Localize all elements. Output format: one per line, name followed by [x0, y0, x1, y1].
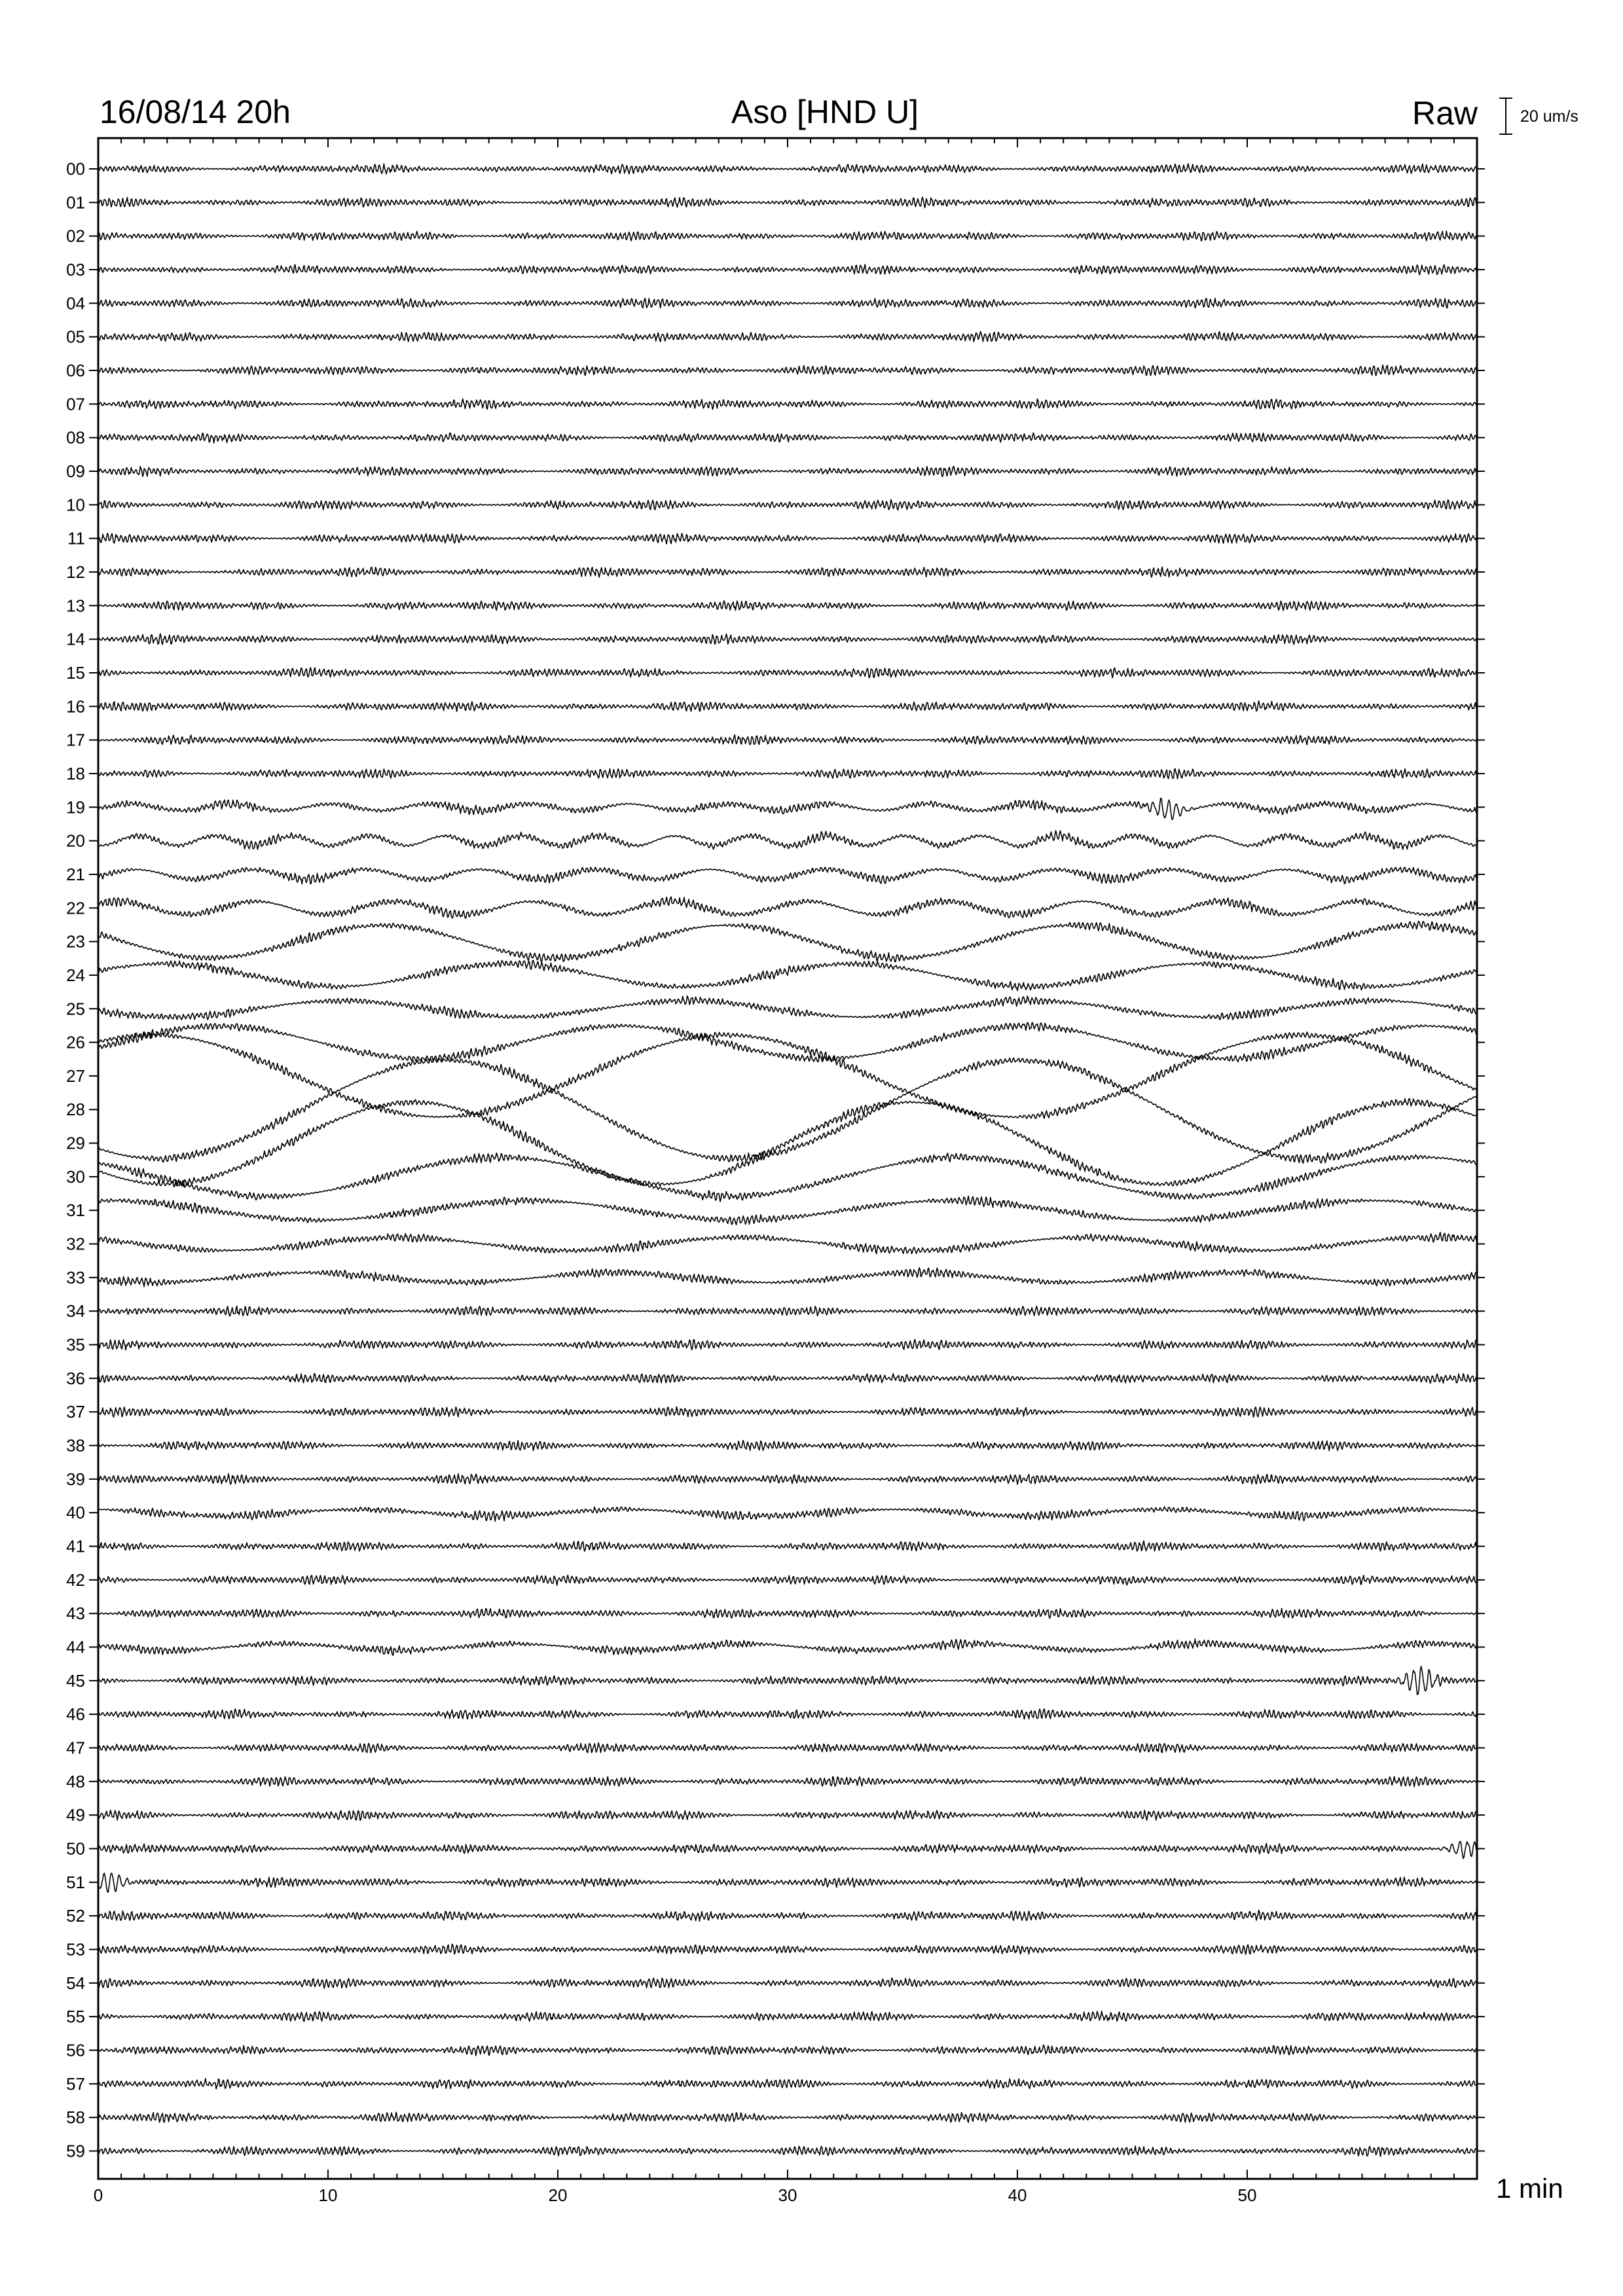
seismic-trace [98, 2079, 1477, 2089]
row-label: 12 [66, 562, 85, 582]
trace-row [66, 226, 1485, 246]
trace-row [66, 1503, 1485, 1522]
trace-row [66, 361, 1485, 380]
row-label: 25 [66, 999, 85, 1019]
x-tick-label: 40 [1008, 2185, 1027, 2205]
trace-row [66, 1738, 1485, 1758]
seismic-trace [98, 1058, 1477, 1163]
seismic-trace [98, 264, 1477, 275]
seismic-trace [98, 197, 1477, 207]
seismic-trace [98, 298, 1477, 308]
seismic-trace [98, 399, 1477, 410]
seismic-trace [98, 1373, 1477, 1383]
seismic-trace [98, 735, 1477, 745]
seismic-trace [98, 567, 1477, 577]
seismic-trace [98, 1810, 1477, 1820]
seismic-trace [98, 996, 1477, 1020]
trace-row [66, 663, 1485, 683]
seismic-trace [98, 961, 1477, 991]
row-label: 14 [66, 629, 85, 649]
seismic-trace [98, 1743, 1477, 1753]
x-tick-label: 10 [318, 2185, 338, 2205]
row-label: 46 [66, 1704, 85, 1725]
trace-row [66, 1906, 1485, 1926]
trace-row [66, 1704, 1485, 1724]
station-title: Aso [HND U] [731, 94, 919, 130]
seismic-trace [98, 164, 1477, 174]
row-label: 07 [66, 394, 85, 414]
seismic-trace [98, 1639, 1477, 1655]
trace-row [66, 1772, 1485, 1791]
row-label: 18 [66, 763, 85, 783]
seismic-trace [98, 701, 1477, 711]
row-label: 55 [66, 2007, 85, 2027]
trace-row [66, 1638, 1485, 1657]
trace-row [66, 327, 1485, 347]
row-label: 29 [66, 1133, 85, 1153]
seismic-trace [98, 601, 1477, 611]
x-axis [94, 2185, 1257, 2205]
trace-row [66, 797, 1485, 819]
row-label: 24 [66, 965, 85, 985]
seismic-trace [98, 1339, 1477, 1350]
trace-row [66, 630, 1485, 649]
row-label: 28 [66, 1100, 85, 1120]
seismic-trace [98, 1268, 1477, 1287]
trace-row [66, 996, 1485, 1020]
trace-row [66, 1805, 1485, 1825]
trace-row [66, 159, 1485, 179]
row-label: 11 [67, 528, 85, 548]
row-label: 22 [66, 898, 85, 918]
seismic-trace [98, 1666, 1477, 1695]
row-label: 16 [66, 696, 85, 717]
seismic-trace [98, 1099, 1477, 1187]
seismic-trace [98, 1306, 1477, 1316]
trace-row [66, 1232, 1485, 1254]
trace-row [66, 1099, 1485, 1187]
row-label: 05 [66, 327, 85, 347]
trace-row [66, 730, 1485, 750]
trace-row [66, 260, 1485, 279]
trace-row [66, 1939, 1485, 1959]
row-label: 51 [66, 1872, 85, 1892]
seismic-trace [98, 365, 1477, 376]
seismic-trace [98, 1032, 1477, 1119]
seismic-trace [98, 1776, 1477, 1787]
row-label: 08 [66, 427, 85, 448]
trace-row [66, 1196, 1485, 1225]
seismic-trace [98, 2146, 1477, 2157]
seismic-trace [98, 1441, 1477, 1451]
row-label: 52 [66, 1906, 85, 1926]
seismic-trace [98, 1575, 1477, 1586]
trace-row [66, 1335, 1485, 1355]
row-label: 47 [66, 1738, 85, 1758]
row-label: 59 [66, 2141, 85, 2161]
trace-row [66, 2040, 1485, 2060]
trace-row [66, 897, 1485, 918]
row-label: 20 [66, 831, 85, 851]
seismic-trace [98, 433, 1477, 443]
seismic-trace [98, 634, 1477, 644]
row-label: 13 [66, 596, 85, 616]
seismic-trace [98, 1873, 1477, 1892]
row-label: 49 [66, 1805, 85, 1825]
trace-row [66, 192, 1485, 212]
seismic-trace [98, 1841, 1477, 1858]
seismic-trace [98, 231, 1477, 241]
trace-row [66, 2007, 1485, 2026]
seismic-trace [98, 1022, 1477, 1062]
trace-row [66, 1570, 1485, 1590]
trace-row [66, 1301, 1485, 1321]
trace-row [66, 961, 1485, 991]
amplitude-scale-bar [1499, 98, 1578, 134]
seismic-trace [98, 798, 1477, 819]
seismic-trace [98, 1153, 1477, 1202]
seismic-trace [98, 1709, 1477, 1719]
x-tick-label: 0 [93, 2185, 103, 2205]
row-label: 38 [66, 1435, 85, 1456]
row-label: 39 [66, 1469, 85, 1489]
seismic-trace [98, 2045, 1477, 2055]
row-label: 53 [66, 1939, 85, 1960]
seismic-trace [98, 1910, 1477, 1922]
row-label: 50 [66, 1839, 85, 1859]
trace-row [66, 922, 1485, 963]
seismic-trace [98, 668, 1477, 678]
row-label: 41 [66, 1536, 85, 1556]
seismic-trace [98, 2112, 1477, 2123]
seismic-trace [98, 1232, 1477, 1254]
trace-row [66, 1369, 1485, 1388]
seismic-trace [98, 922, 1477, 963]
row-label: 10 [66, 495, 85, 515]
trace-row [66, 1604, 1485, 1623]
seismic-trace [98, 1474, 1477, 1484]
row-label: 35 [66, 1335, 85, 1355]
trace-row [66, 461, 1485, 481]
row-label: 58 [66, 2108, 85, 2128]
seismic-trace [98, 867, 1477, 884]
row-label: 48 [66, 1771, 85, 1791]
trace-row [66, 562, 1485, 582]
row-label: 57 [66, 2073, 85, 2094]
trace-row [66, 1268, 1485, 1287]
trace-row [67, 529, 1485, 548]
row-label: 03 [66, 259, 85, 279]
trace-row [66, 764, 1485, 783]
trace-row [66, 1469, 1485, 1489]
row-label: 37 [66, 1402, 85, 1422]
row-label: 44 [66, 1637, 85, 1657]
row-label: 31 [66, 1200, 85, 1221]
trace-row [66, 865, 1485, 884]
row-label: 17 [66, 730, 85, 750]
row-label: 06 [66, 360, 85, 380]
row-label: 04 [66, 293, 85, 314]
scale-bar-label: 20 um/s [1520, 107, 1578, 126]
seismic-trace [98, 1196, 1477, 1225]
trace-row [66, 1973, 1485, 1993]
row-label: 09 [66, 461, 85, 481]
row-label: 43 [66, 1604, 85, 1624]
trace-row [66, 1032, 1485, 1119]
seismic-trace [98, 831, 1477, 850]
trace-row [66, 1436, 1485, 1456]
x-tick-label: 50 [1237, 2185, 1257, 2205]
trace-row [66, 696, 1485, 716]
mode-label: Raw [1412, 95, 1478, 132]
row-label: 21 [66, 864, 85, 884]
trace-row [66, 495, 1485, 514]
row-label: 30 [66, 1166, 85, 1187]
row-label: 33 [66, 1267, 85, 1287]
seismic-trace [98, 1407, 1477, 1417]
trace-row [66, 831, 1485, 851]
datetime-label: 16/08/14 20h [100, 94, 291, 130]
trace-row [66, 596, 1485, 615]
seismic-trace [98, 331, 1477, 342]
seismic-trace [98, 533, 1477, 544]
trace-row [66, 1537, 1485, 1556]
row-label: 27 [66, 1066, 85, 1086]
trace-row [66, 394, 1485, 414]
row-label: 56 [66, 2040, 85, 2060]
minor-ticks [98, 138, 1477, 2179]
x-unit-label: 1 min [1496, 2173, 1563, 2204]
trace-row [66, 1873, 1485, 1892]
seismic-trace [98, 1944, 1477, 1954]
seismic-trace [98, 768, 1477, 779]
row-label: 00 [66, 159, 85, 179]
trace-row [66, 1839, 1485, 1859]
row-label: 02 [66, 226, 85, 246]
seismic-trace [98, 499, 1477, 510]
seismic-trace [98, 1608, 1477, 1618]
trace-rows [66, 159, 1485, 2161]
seismic-trace [98, 467, 1477, 477]
trace-row [66, 2074, 1485, 2094]
trace-row [66, 428, 1485, 448]
row-label: 32 [66, 1234, 85, 1254]
seismic-trace [98, 1978, 1477, 1988]
row-label: 42 [66, 1570, 85, 1590]
trace-row [66, 293, 1485, 313]
seismic-trace [98, 1507, 1477, 1521]
row-label: 26 [66, 1032, 85, 1052]
x-tick-label: 20 [548, 2185, 568, 2205]
trace-row [66, 1402, 1485, 1422]
row-label: 01 [66, 192, 85, 213]
row-label: 45 [66, 1670, 85, 1691]
trace-row [66, 2108, 1485, 2127]
row-label: 36 [66, 1368, 85, 1388]
row-label: 34 [66, 1301, 85, 1321]
row-label: 40 [66, 1503, 85, 1523]
plot-frame [98, 138, 1477, 2179]
row-label: 23 [66, 931, 85, 952]
seismic-trace [98, 1541, 1477, 1551]
row-label: 19 [66, 797, 85, 817]
x-tick-label: 30 [778, 2185, 797, 2205]
trace-row [66, 2141, 1485, 2161]
row-label: 15 [66, 662, 85, 683]
row-label: 54 [66, 1973, 85, 1993]
seismic-trace [98, 897, 1477, 918]
trace-row [66, 1153, 1485, 1202]
seismic-trace [98, 2011, 1477, 2022]
trace-row [66, 1666, 1485, 1695]
